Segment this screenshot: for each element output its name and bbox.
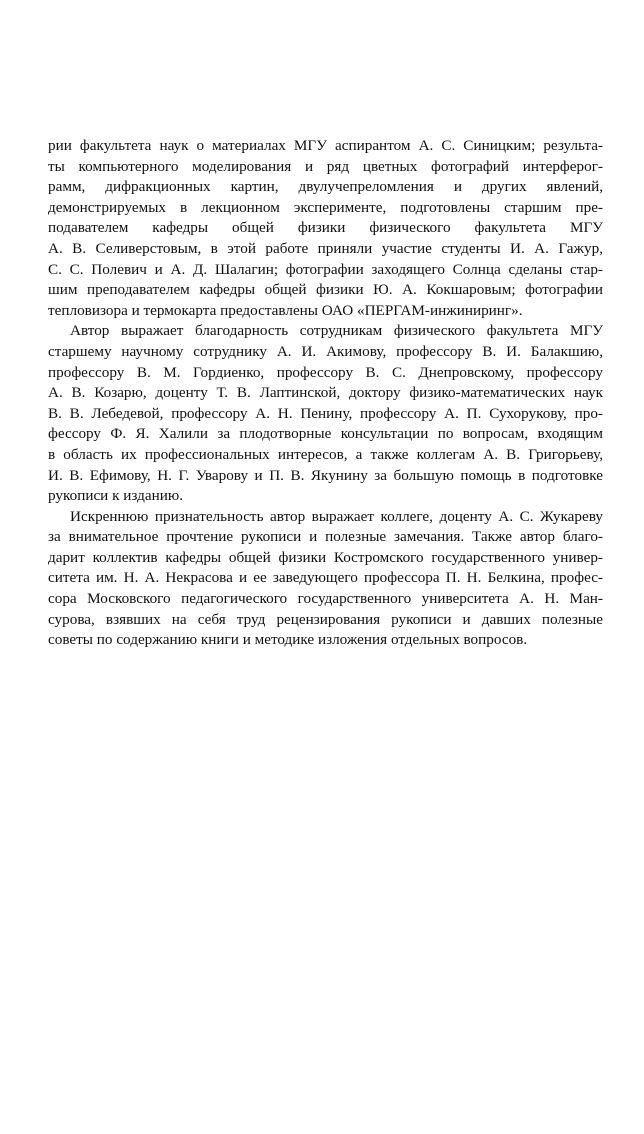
- text-line: А. В. Селиверстовым, в этой работе приняли участие студенты И. А. Гажур,: [48, 239, 603, 257]
- text-line: фессору Ф. Я. Халили за плодотворные консультации по вопросам, входящим: [48, 425, 603, 443]
- text-line: за внимательное прочтение рукописи и полезные замечания. Также автор благо-: [48, 528, 603, 546]
- text-line: профессору В. М. Гордиенко, профессору В. С. Днепровскому, профессору: [48, 363, 603, 381]
- text-line: В. В. Лебедевой, профессору А. Н. Пенину, профессору А. П. Сухорукову, про-: [48, 404, 603, 422]
- text-line: подавателем кафедры общей физики физического факультета МГУ: [48, 219, 603, 237]
- text-line: старшему научному сотруднику А. И. Акимову, профессору В. И. Балакшию,: [48, 342, 603, 360]
- text-line: ситета им. Н. А. Некрасова и ее заведующего профессора П. Н. Белкина, профес-: [48, 569, 603, 587]
- text-line: С. С. Полевич и А. Д. Шалагин; фотографии заходящего Солнца сделаны стар-: [48, 260, 603, 278]
- text-line: дарит коллектив кафедры общей физики Костромского государственного универ-: [48, 548, 603, 566]
- text-line: И. В. Ефимову, Н. Г. Уварову и П. В. Якунину за большую помощь в подготовке: [48, 466, 603, 484]
- text-line: рукописи к изданию.: [48, 487, 184, 505]
- text-line: демонстрируемых в лекционном эксперименте, подготовлены старшим пре-: [48, 198, 603, 216]
- paragraph-acknowledgement-reviewers: [48, 507, 603, 651]
- text-line: А. В. Козарю, доценту Т. В. Лаптинской, доктору физико-математических наук: [48, 384, 603, 402]
- document-page: [48, 136, 603, 651]
- text-line: сора Московского педагогического государственного университета А. Н. Ман-: [48, 590, 603, 608]
- text-line: рии факультета наук о материалах МГУ аспирантом А. С. Синицким; результа-: [48, 137, 603, 154]
- text-line: в область их профессиональных интересов, а также коллегам А. В. Григорьеву,: [48, 445, 603, 463]
- paragraph-acknowledgement-colleagues: [48, 321, 603, 506]
- text-line: советы по содержанию книги и методике изложения отдельных вопросов.: [48, 631, 528, 649]
- text-line: сурова, взявших на себя труд рецензирования рукописи и давших полезные: [48, 610, 603, 628]
- text-line: шим преподавателем кафедры общей физики Ю. А. Кокшаровым; фотографии: [48, 281, 603, 299]
- text-line: ты компьютерного моделирования и ряд цветных фотографий интерферог-: [48, 157, 603, 175]
- text-line: рамм, дифракционных картин, двулучепреломления и других явлений,: [48, 178, 603, 196]
- text-line: Искреннюю признательность автор выражает коллеге, доценту А. С. Жукареву: [70, 507, 603, 525]
- paragraph-acknowledgement-photos: [48, 136, 603, 321]
- text-line: Автор выражает благодарность сотрудникам физического факультета МГУ: [70, 322, 603, 340]
- text-line: тепловизора и термокарта предоставлены ОАО «ПЕРГАМ-инжиниринг».: [48, 301, 523, 319]
